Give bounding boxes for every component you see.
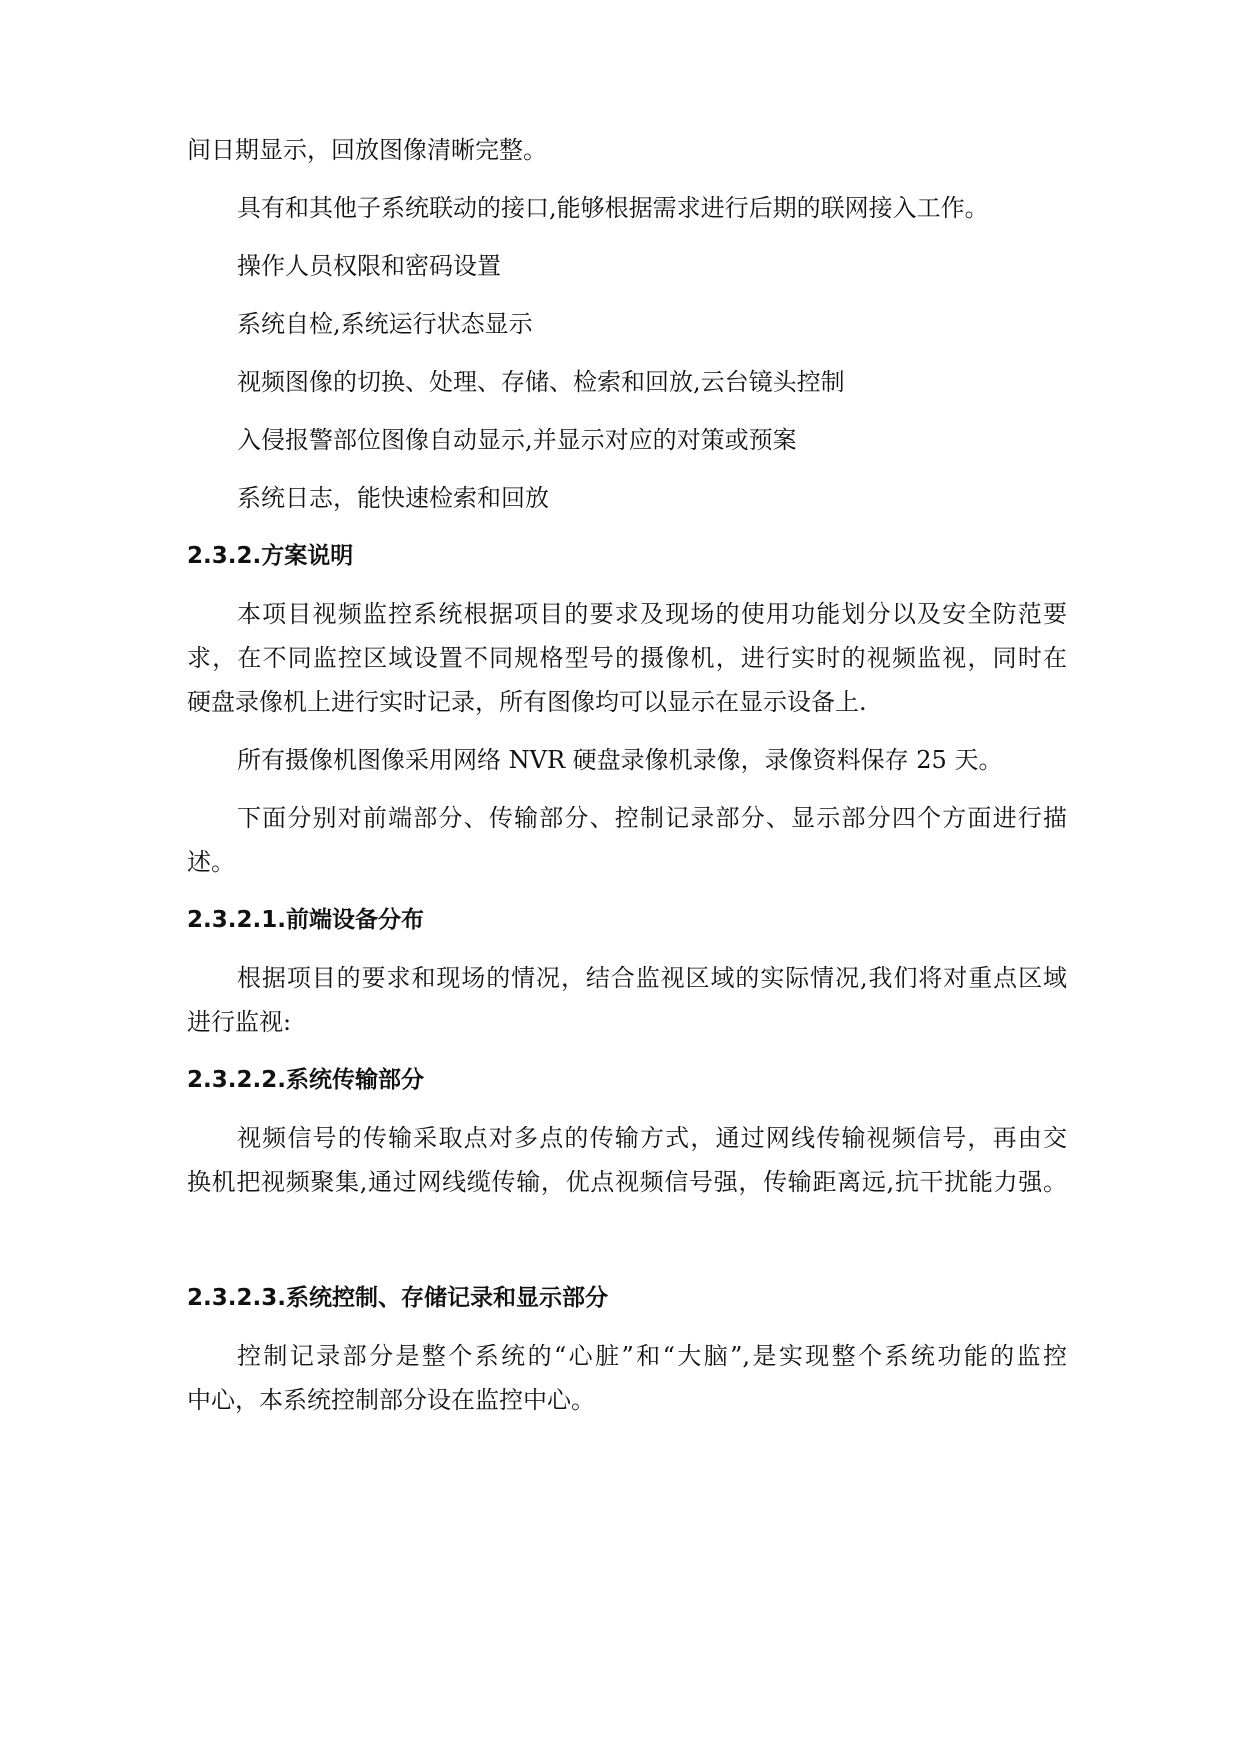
text-line: 所有摄像机图像采用网络 NVR 硬盘录像机录像，录像资料保存 25 天。 (237, 746, 1003, 774)
text-line: 系统自检,系统运行状态显示 (237, 310, 533, 338)
text-line: 视频图像的切换、处理、存储、检索和回放,云台镜头控制 (237, 368, 845, 396)
text-line: 视频信号的传输采取点对多点的传输方式，通过网线传输视频信号，再由交 (237, 1124, 1067, 1152)
text-line: 根据项目的要求和现场的情况，结合监视区域的实际情况,我们将对重点区域 (237, 964, 1067, 992)
text-line: 系统日志，能快速检索和回放 (237, 484, 549, 512)
text-line: 中心，本系统控制部分设在监控中心。 (187, 1386, 595, 1414)
text-line: 控制记录部分是整个系统的“心脏”和“大脑”,是实现整个系统功能的监控 (237, 1342, 1067, 1370)
text-line: 本项目视频监控系统根据项目的要求及现场的使用功能划分以及安全防范要 (237, 600, 1067, 628)
text-line: 硬盘录像机上进行实时记录，所有图像均可以显示在显示设备上. (187, 688, 867, 716)
text-line: 具有和其他子系统联动的接口,能够根据需求进行后期的联网接入工作。 (237, 194, 989, 222)
section-heading: 2.3.2.方案说明 (187, 543, 354, 569)
subsection-heading: 2.3.2.1.前端设备分布 (187, 907, 424, 933)
text-line: 下面分别对前端部分、传输部分、控制记录部分、显示部分四个方面进行描 (237, 804, 1067, 832)
text-line: 述。 (187, 848, 235, 876)
text-line: 求，在不同监控区域设置不同规格型号的摄像机，进行实时的视频监视，同时在 (187, 644, 1067, 672)
text-line: 换机把视频聚集,通过网线缆传输，优点视频信号强，传输距离远,抗干扰能力强。 (187, 1168, 1067, 1196)
text-line: 间日期显示，回放图像清晰完整。 (187, 136, 547, 164)
text-line: 操作人员权限和密码设置 (237, 252, 501, 280)
subsection-heading: 2.3.2.3.系统控制、存储记录和显示部分 (187, 1285, 608, 1311)
text-line: 进行监视: (187, 1008, 292, 1036)
text-line: 入侵报警部位图像自动显示,并显示对应的对策或预案 (237, 426, 797, 454)
subsection-heading: 2.3.2.2.系统传输部分 (187, 1067, 424, 1093)
